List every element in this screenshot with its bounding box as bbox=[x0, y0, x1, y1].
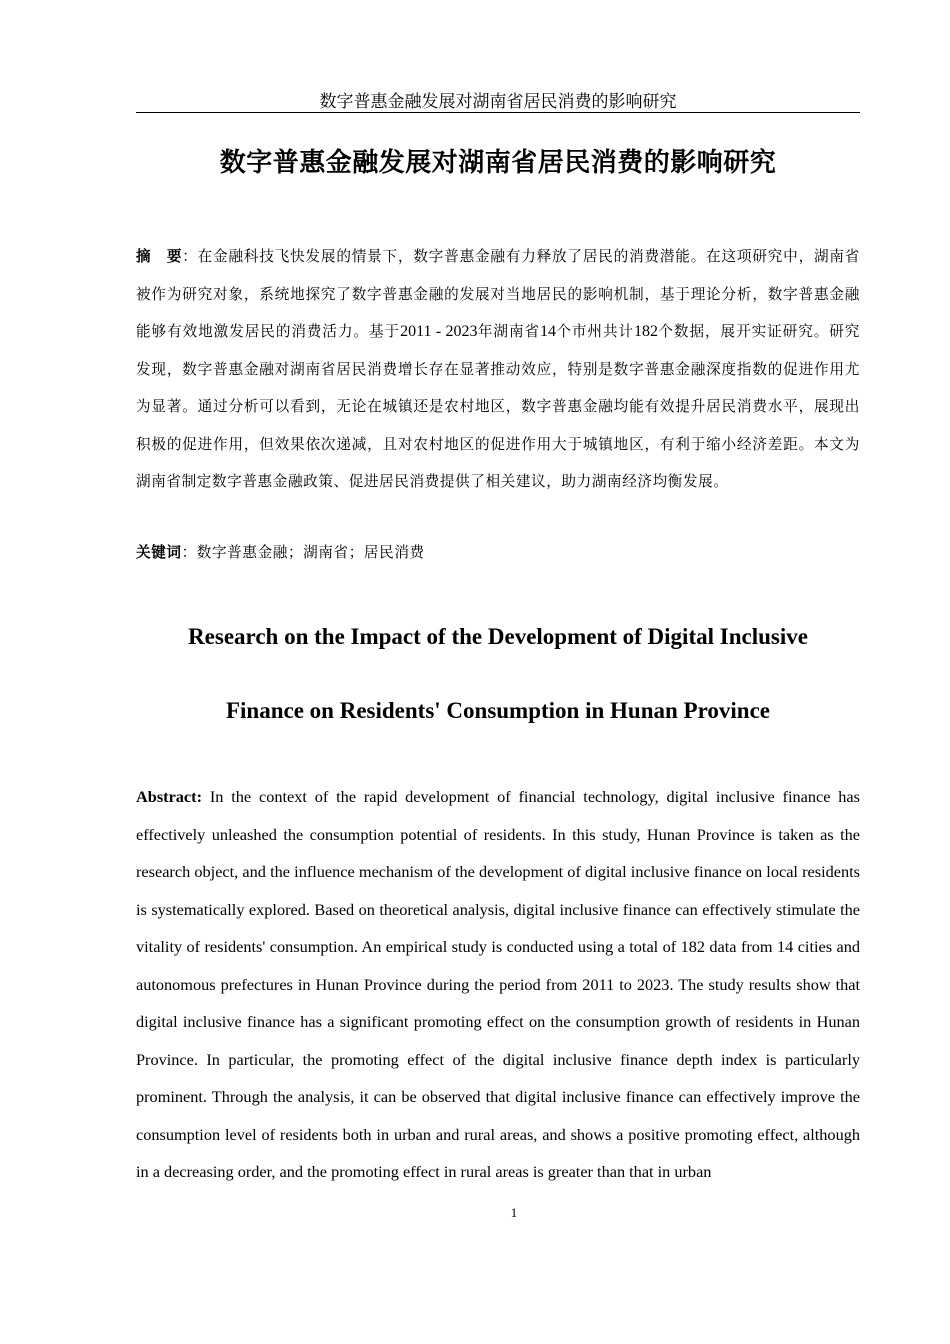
page-number: 1 bbox=[510, 1205, 518, 1220]
header-rule bbox=[136, 112, 860, 113]
chinese-abstract bbox=[136, 238, 860, 501]
chinese-abstract-text-4: 个数据，展开实证研究。研究发现，数字普惠金融对湖南省居民消费增长存在显著推动效应，特别是数字普惠金融深度指数的促进作用尤为显著。通过分析可以看到，无论在城镇还是农村地区，数字普惠金融均能有效提升居民消费水平，展现出积极的促进作用，但效果依次递减，且对农村地区的促进作用大于城镇地区，有利于缩小经济差距。本文为湖南省制定数字普惠金融政策、促进居民消费提供了相关建议，助力湖南经济均衡发展。 bbox=[136, 323, 861, 490]
chinese-abstract-label: 摘 要 bbox=[136, 248, 183, 265]
chinese-abstract-text-3: 个市州共计 bbox=[556, 323, 635, 340]
chinese-keywords-separator: ： bbox=[181, 544, 197, 561]
chinese-keywords-text: 数字普惠金融；湖南省；居民消费 bbox=[196, 544, 425, 561]
english-title bbox=[136, 600, 860, 748]
english-abstract bbox=[136, 778, 860, 1191]
chinese-keywords bbox=[136, 536, 860, 570]
chinese-abstract-separator: ： bbox=[182, 248, 198, 265]
document-page bbox=[136, 0, 860, 1344]
english-abstract-label: Abstract: bbox=[136, 787, 203, 806]
chinese-abstract-text-2: 年湖南省 bbox=[477, 323, 541, 340]
chinese-title: 数字普惠金融发展对湖南省居民消费的影响研究 bbox=[219, 148, 777, 178]
english-abstract-text: In the context of the rapid development of financial technology, digital inclusive finance has effectively unleashed the consumption potential of residents. In this study, Hunan Province is taken as the research object, and the influence mechanism of the development of digital inclusive finance on local residents is systematically explored. Based on theoretical analysis, digital inclusive finance can effectively stimulate the vitality of residents' consumption. An empirical study is conducted using a total of 182 data from 14 cities and autonomous prefectures in Hunan Province during the period from 2011 to 2023. The study results show that digital inclusive finance has a significant promoting effect on the consumption growth of residents in Hunan Province. In particular, the promoting effect of the digital inclusive finance depth index is particularly prominent. Through the analysis, it can be observed that digital inclusive finance can effectively improve the consumption level of residents both in urban and rural areas, and shows a positive promoting effect, although in a decreasing order, and the promoting effect in rural areas is greater than that in urban bbox=[136, 787, 860, 1181]
english-title-line-1: Research on the Impact of the Development of Digital Inclusive bbox=[188, 624, 808, 649]
chinese-abstract-year-range: 2011 - 2023 bbox=[400, 323, 478, 340]
chinese-abstract-city-count: 14 bbox=[540, 323, 557, 340]
chinese-abstract-text-1: 在金融科技飞快发展的情景下，数字普惠金融有力释放了居民的消费潜能。在这项研究中，湖南省被作为研究对象，系统地探究了数字普惠金融的发展对当地居民的影响机制，基于理论分析，数字普惠金融能够有效地激发居民的消费活力。基于 bbox=[136, 248, 860, 340]
chinese-keywords-label: 关键词 bbox=[136, 544, 182, 561]
chinese-abstract-data-count: 182 bbox=[634, 323, 659, 340]
running-header: 数字普惠金融发展对湖南省居民消费的影响研究 bbox=[319, 92, 677, 112]
english-title-line-2: Finance on Residents' Consumption in Hunan Province bbox=[225, 698, 770, 723]
